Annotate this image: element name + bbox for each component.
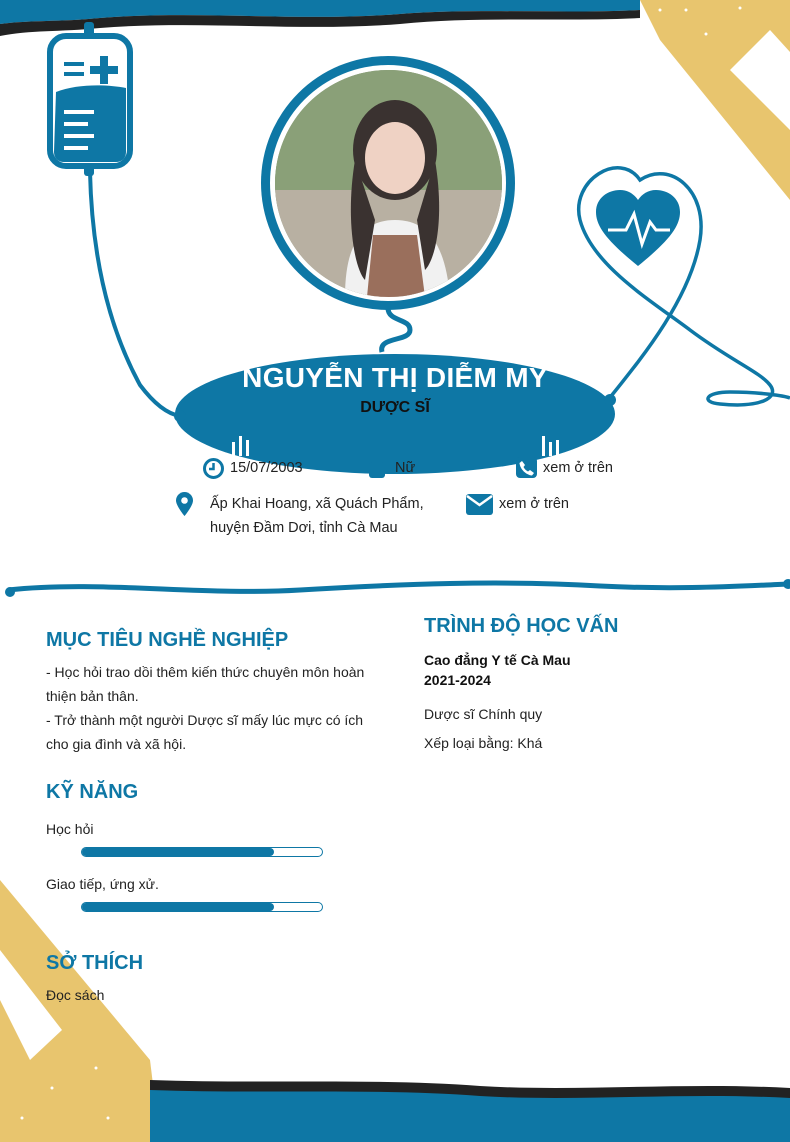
education-school: Cao đẳng Y tế Cà Mau <box>424 652 571 668</box>
job-title: DƯỢC SĨ <box>360 399 430 416</box>
heart-rate-icon <box>596 190 680 268</box>
education-grade: Xếp loại bằng: Khá <box>424 735 543 751</box>
objective-text <box>46 660 386 756</box>
education-program: Dược sĩ Chính quy <box>424 706 543 722</box>
location-pin-icon <box>176 492 193 516</box>
phone: xem ở trên <box>543 460 613 476</box>
address <box>210 492 424 540</box>
profile-photo <box>275 70 502 297</box>
envelope-icon <box>466 494 493 515</box>
objective-line: - Trở thành một người Dược sĩ mấy lúc mực có ích <box>46 712 364 728</box>
candidate-name: NGUYỄN THỊ DIỄM MY <box>242 362 548 393</box>
gender-icon <box>368 458 386 478</box>
skill-name: Học hỏi <box>46 821 94 837</box>
objective-line: - Học hỏi trao dồi thêm kiến thức chuyên môn hoàn <box>46 664 365 680</box>
skill-bar <box>81 847 323 857</box>
objective-line: thiện bản thân. <box>46 688 139 704</box>
skill-bar-fill <box>82 903 274 911</box>
skill-name: Giao tiếp, ứng xử. <box>46 876 159 892</box>
skill-bar-fill <box>82 848 274 856</box>
gender: Nữ <box>395 460 416 476</box>
clock-icon <box>203 458 224 479</box>
skills-title: KỸ NĂNG <box>46 781 139 803</box>
email: xem ở trên <box>499 496 569 512</box>
hobbies-title: SỞ THÍCH <box>46 952 144 974</box>
iv-bag-icon <box>46 22 134 178</box>
phone-icon <box>516 457 537 478</box>
address-line-1: Ấp Khai Hoang, xã Quách Phẩm, <box>210 496 424 512</box>
objective-title: MỤC TIÊU NGHỀ NGHIỆP <box>46 629 289 651</box>
education-title: TRÌNH ĐỘ HỌC VẤN <box>424 615 619 637</box>
education-years: 2021-2024 <box>424 672 491 688</box>
address-line-2: huyện Đầm Dơi, tỉnh Cà Mau <box>210 520 398 536</box>
skill-bar <box>81 902 323 912</box>
birthdate: 15/07/2003 <box>230 460 303 476</box>
hobbies-text: Đọc sách <box>46 987 105 1003</box>
objective-line: cho gia đình và xã hội. <box>46 736 187 752</box>
